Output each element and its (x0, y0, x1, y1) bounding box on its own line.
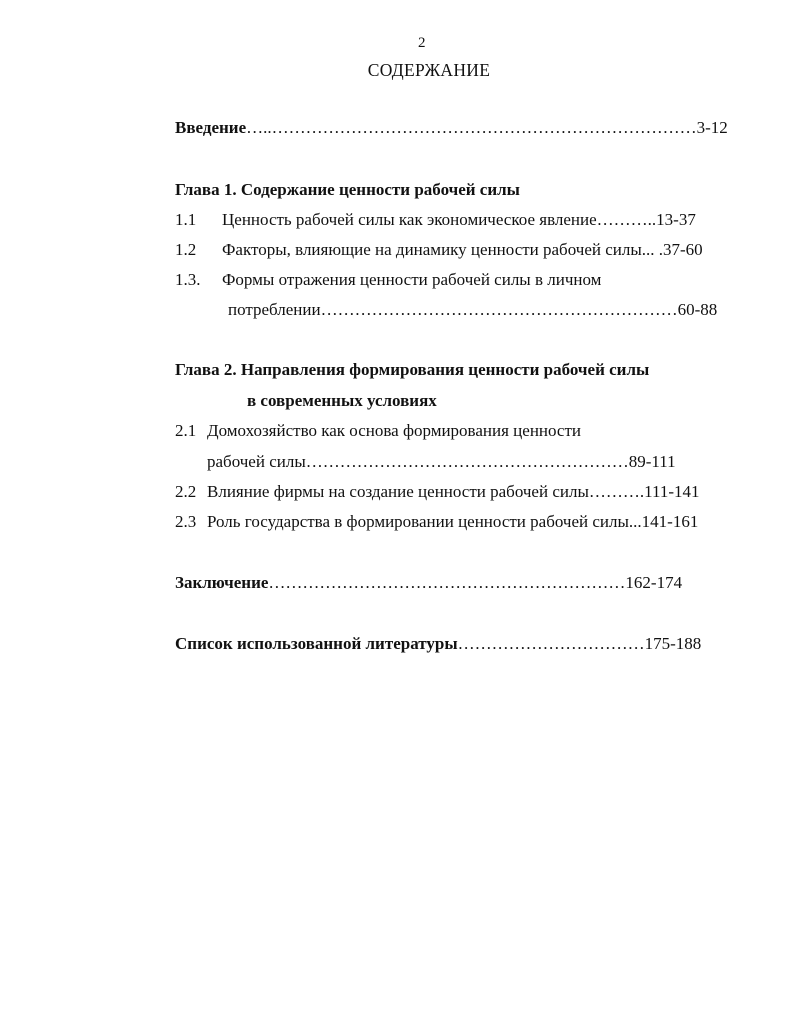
toc-entry-conclusion (175, 573, 682, 593)
toc-1-1-pages: 13-37 (656, 210, 696, 229)
chapter-1-heading: Глава 1. Содержание ценности рабочей силы (175, 180, 520, 199)
toc-entry-1-1 (222, 210, 696, 230)
toc-2-2-pages: 111-141 (644, 482, 700, 501)
toc-conclusion-label: Заключение (175, 573, 269, 592)
toc-1-2-pages: 37-60 (663, 240, 703, 259)
toc-entry-2-3-number: 2.3 (175, 512, 197, 531)
toc-1-1-text: Ценность рабочей силы как экономическое явление (222, 210, 597, 229)
toc-entry-2-1-number: 2.1 (175, 421, 197, 440)
toc-2-1-pages: 89-111 (628, 452, 676, 471)
toc-entry-1-2-number: 1.2 (175, 240, 197, 259)
toc-intro-pages: 3-12 (696, 118, 728, 137)
toc-1-1-dots: ……….. (596, 210, 657, 229)
toc-entry-2-2-number: 2.2 (175, 482, 197, 501)
toc-entry-1-3-cont (228, 300, 717, 320)
toc-references-label: Список использованной литературы (175, 634, 458, 653)
chapter-2-heading-cont: в современных условиях (247, 391, 437, 410)
toc-1-2-text: Факторы, влияющие на динамику ценности рабочей силы (222, 240, 642, 259)
toc-intro-label: Введение (175, 118, 247, 137)
page-title: СОДЕРЖАНИЕ (367, 60, 491, 80)
toc-1-3-text-cont: потреблении (228, 300, 321, 319)
toc-intro-dots: …..………………………………………………………………… (246, 118, 697, 137)
toc-entry-1-2 (222, 240, 703, 260)
toc-1-3-pages: 60-88 (677, 300, 718, 319)
chapter-2-heading: Глава 2. Направления формирования ценности рабочей силы (175, 360, 650, 379)
toc-references-dots: …………………………… (457, 634, 645, 653)
toc-2-2-text: Влияние фирмы на создание ценности рабочей силы (207, 482, 589, 501)
toc-conclusion-pages: 162-174 (625, 573, 683, 592)
toc-2-3-dots: ... (628, 512, 642, 531)
toc-conclusion-dots: ……………………………………………………… (268, 573, 626, 592)
toc-2-1-text: Домохозяйство как основа формирования ценности (207, 421, 582, 440)
toc-2-3-text: Роль государства в формировании ценности рабочей силы (207, 512, 629, 531)
toc-entry-1-1-number: 1.1 (175, 210, 197, 229)
toc-2-3-pages: 141-161 (641, 512, 699, 531)
toc-entry-2-2 (207, 482, 700, 502)
toc-references-pages: 175-188 (644, 634, 702, 653)
toc-1-3-dots: ……………………………………………………… (320, 300, 678, 319)
toc-entry-references (175, 634, 701, 654)
toc-1-2-dots: ... . (641, 240, 664, 259)
toc-entry-intro (175, 118, 728, 138)
toc-2-1-dots: ………………………………………………… (305, 452, 629, 471)
page-number: 2 (418, 35, 426, 51)
toc-entry-1-3-number: 1.3. (175, 270, 201, 289)
toc-2-2-dots: ………. (588, 482, 645, 501)
toc-2-1-text-cont: рабочей силы (207, 452, 306, 471)
toc-entry-2-3 (207, 512, 698, 532)
toc-entry-2-1-cont (207, 452, 676, 472)
toc-1-3-text: Формы отражения ценности рабочей силы в личном (222, 270, 602, 289)
